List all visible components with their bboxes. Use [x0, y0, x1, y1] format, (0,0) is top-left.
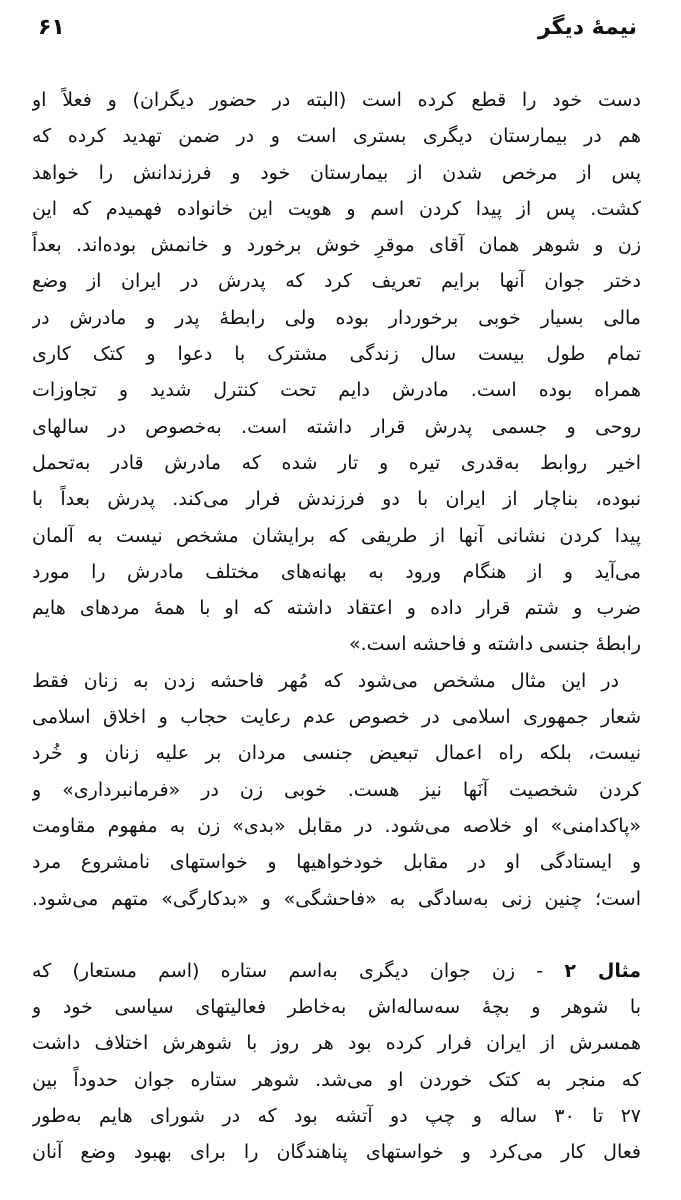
text-line: با شوهر و بچهٔ سه‌ساله‌اش به‌خاطر فعالیتهای سیاسی خود و	[32, 996, 641, 1019]
text-line: پیدا کردن نشانی آنها از طریقی که برایشان مشخص نیست به آلمان	[32, 524, 641, 547]
text-line: پس از مرخص شدن از بیمارستان خود و فرزندانش را خواهد	[32, 161, 641, 184]
text-line: در این مثال مشخص می‌شود که مُهر فاحشه زدن به زنان فقط	[32, 669, 619, 692]
text-line: ۲۷ تا ۳۰ ساله و چپ دو آتشه بود که در شورای هایم به‌طور	[32, 1105, 641, 1128]
paragraph-2	[32, 663, 641, 917]
text-line: شعار جمهوری اسلامی در خصوص عدم رعایت حجاب و اخلاق اسلامی	[32, 706, 641, 729]
text-line	[32, 953, 641, 989]
text-line: کشت. پس از پیدا کردن اسم و هویت این خانواده فهمیدم که این	[32, 197, 641, 220]
text-line: کردن شخصیت آنَها نیز هست. خوبی زن در «فرمانبرداری» و	[32, 778, 641, 801]
example-label: مثال ۲	[564, 959, 641, 982]
text-line: نبوده، بناچار از ایران با دو فرزندش فرار می‌کند. پدرش بعداً با	[32, 488, 641, 511]
text-line: است؛ چنین زنی به‌سادگی به «فاحشگی» و «بدکارگی» متهم می‌شود.	[32, 887, 641, 910]
text-line: مالی بسیار خوبی برخوردار بوده ولی رابطهٔ پدر و مادرش در	[32, 306, 641, 329]
text-line: فعال کار می‌کرد و خواستهای پناهندگان را برای بهبود وضع آنان	[32, 1141, 641, 1164]
text-line: همسرش از ایران فرار کرده بود هر روز با شوهرش اختلاف داشت	[32, 1032, 641, 1055]
paragraph-1	[32, 82, 641, 663]
text-line: «پاکدامنی» او خلاصه می‌شود. در مقابل «بدی» زن به مفهوم مقاومت	[32, 814, 641, 837]
running-title: نیمهٔ دیگر	[537, 15, 637, 40]
text-line: روحی و جسمی پدرش قرار داشته است. به‌خصوص در سالهای	[32, 415, 641, 438]
body-text	[32, 82, 641, 1171]
text-line: دختر جوان آنها برایم تعریف کرد که پدرش در ایران از وضع	[32, 270, 641, 293]
text-line: که منجر به کتک خوردن او می‌شد. شوهر ستاره جوان حدوداً بین	[32, 1068, 641, 1091]
paragraph-3	[32, 953, 641, 1171]
text-line: اخیر روابط به‌قدری تیره و تار شده که مادرش قادر به‌تحمل	[32, 451, 641, 474]
text-line: زن و شوهر همان آقای موقرِ خوش برخورد و خانمش بوده‌اند. بعداً	[32, 234, 641, 257]
text-line: تمام طول بیست سال زندگی مشترک با دعوا و کتک کاری	[32, 343, 641, 366]
text-line: رابطهٔ جنسی داشته و فاحشه است.»	[348, 633, 641, 656]
page-number: ۶۱	[38, 15, 65, 40]
text-line: می‌آید و از هنگام ورود به بهانه‌های مختلف مادرش را مورد	[32, 560, 641, 583]
text-line-rest: - زن جوان دیگری به‌اسم ستاره (اسم مستعار) که	[32, 959, 544, 982]
text-line: و ایستادگی او در مقابل خودخواهیها و خواستهای نامشروع مرد	[32, 851, 641, 874]
paragraph-gap	[32, 917, 641, 953]
text-line: همراه بوده است. مادرش دایم تحت کنترل شدید و تجاوزات	[32, 379, 641, 402]
text-line: دست خود را قطع کرده است (البته در حضور دیگران) و فعلاً او	[32, 89, 641, 111]
text-line: ضرب و شتم قرار داده و اعتقاد داشته که او با همهٔ مردهای هایم	[32, 597, 641, 620]
text-line: نیست، بلکه راه اعمال تبعیض جنسی مردان بر علیه زنان و خُرد	[32, 742, 641, 765]
text-line: هم در بیمارستان دیگری بستری است و در ضمن تهدید کرده که	[32, 125, 641, 148]
